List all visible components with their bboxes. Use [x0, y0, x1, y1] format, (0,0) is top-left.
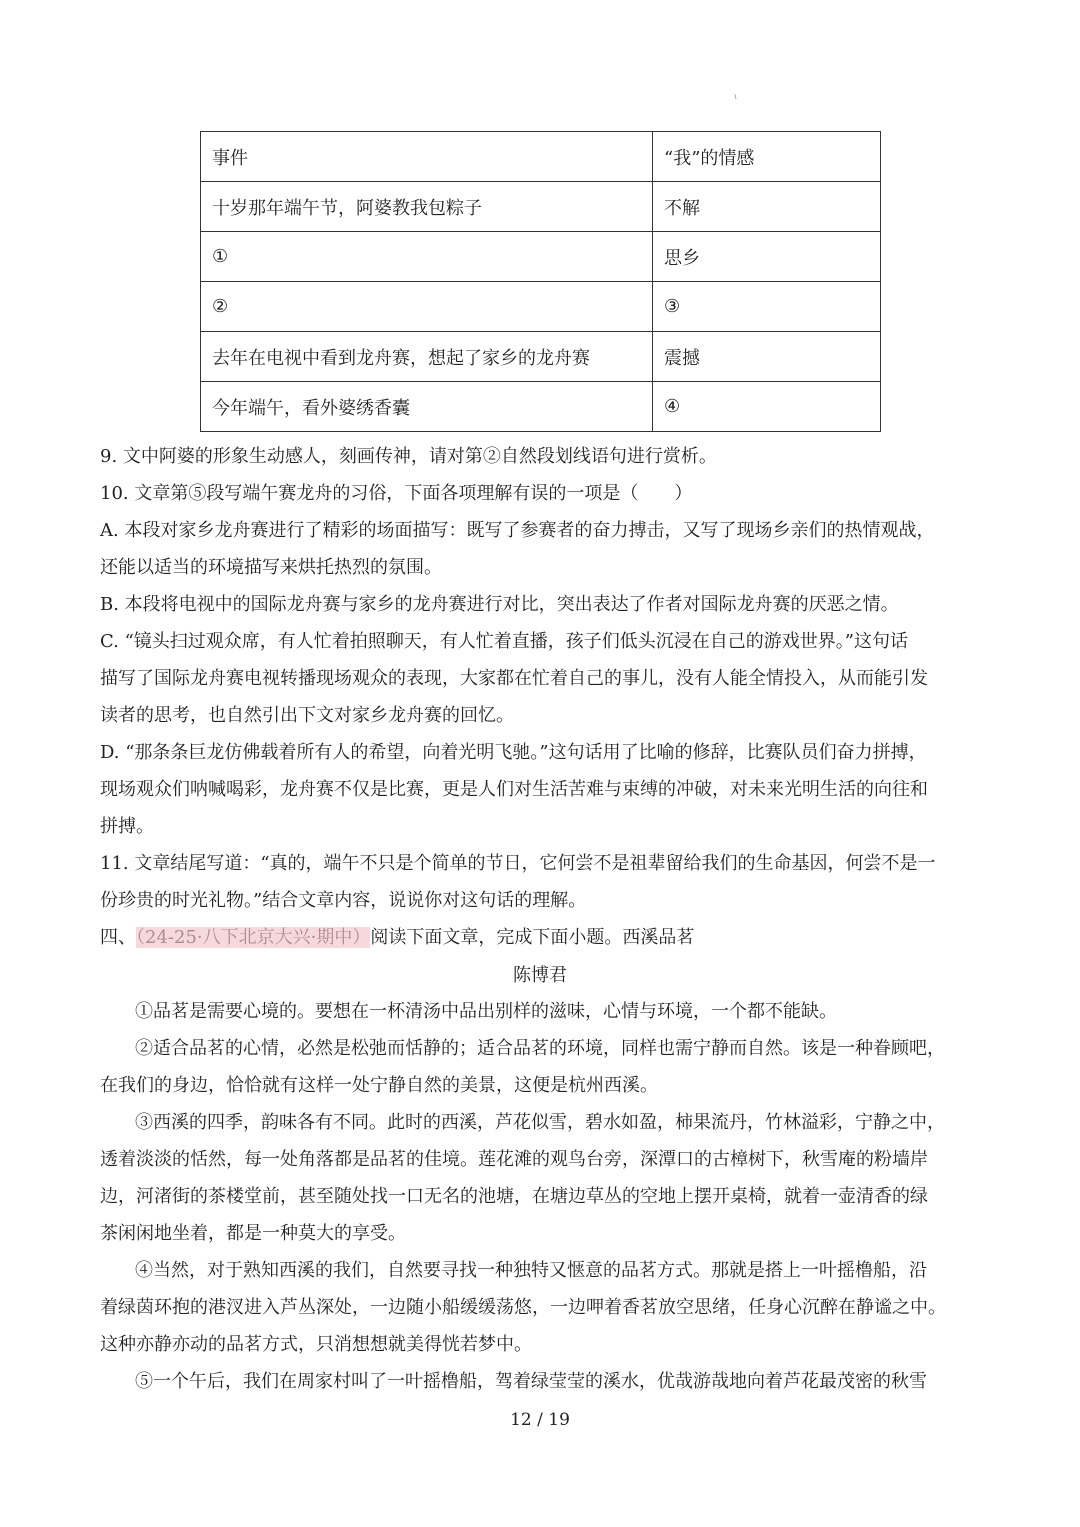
article-line: 着绿茵环抱的港汊进入芦丛深处，一边随小船缓缓荡悠，一边呷着香茗放空思绪，任身心沉醉在静谧之中。	[100, 1297, 946, 1318]
table-cell: 去年在电视中看到龙舟赛，想起了家乡的龙舟赛	[201, 332, 653, 382]
table-header: “我”的情感	[653, 132, 881, 182]
article-line: 茶闲闲地坐着，都是一种莫大的享受。	[100, 1223, 406, 1244]
article-line: ③西溪的四季，韵味各有不同。此时的西溪，芦花似雪，碧水如盈，柿果流丹，竹林溢彩，宁静之中，	[135, 1112, 945, 1133]
question-line: D. “那条条巨龙仿佛载着所有人的希望，向着光明飞驰。”这句话用了比喻的修辞，比赛队员们奋力拼搏，	[100, 742, 927, 763]
table-row	[201, 332, 881, 382]
table-cell: 震撼	[653, 332, 881, 382]
table-cell: 思乡	[653, 232, 881, 282]
question-line: B. 本段将电视中的国际龙舟赛与家乡的龙舟赛进行对比，突出表达了作者对国际龙舟赛的厌恶之情。	[100, 594, 899, 615]
table-cell: ③	[653, 282, 881, 332]
table-cell: ②	[201, 282, 653, 332]
section-instruction: 阅读下面文章，完成下面小题。西溪品茗	[370, 927, 695, 948]
table-cell: ④	[653, 382, 881, 432]
article-line: 这种亦静亦动的品茗方式，只消想想就美得恍若梦中。	[100, 1334, 532, 1355]
table-cell: 十岁那年端午节，阿婆教我包粽子	[201, 182, 653, 232]
question-line: 份珍贵的时光礼物。”结合文章内容，说说你对这句话的理解。	[100, 890, 587, 911]
question-line: 11. 文章结尾写道：“真的，端午不只是个简单的节日，它何尝不是祖辈留给我们的生命基因，何尝不是一	[100, 853, 936, 874]
question-line: 现场观众们呐喊喝彩，龙舟赛不仅是比赛，更是人们对生活苦难与束缚的冲破，对未来光明生活的向往和	[100, 779, 928, 800]
article-line: 在我们的身边，恰恰就有这样一处宁静自然的美景，这便是杭州西溪。	[100, 1075, 658, 1096]
section-heading	[100, 928, 694, 948]
article-line: ①品茗是需要心境的。要想在一杯清汤中品出别样的滋味，心情与环境，一个都不能缺。	[135, 1001, 837, 1022]
question-line: 还能以适当的环境描写来烘托热烈的氛围。	[100, 557, 442, 578]
question-line: 描写了国际龙舟赛电视转播现场观众的表现，大家都在忙着自己的事儿，没有人能全情投入，从而能引发	[100, 668, 928, 689]
article-line: ⑤一个午后，我们在周家村叫了一叶摇橹船，驾着绿莹莹的溪水，优哉游哉地向着芦花最茂密的秋雪	[135, 1371, 927, 1392]
question-line: C. “镜头扫过观众席，有人忙着拍照聊天，有人忙着直播，孩子们低头沉浸在自己的游戏世界。”这句话	[100, 631, 908, 652]
table-row	[201, 182, 881, 232]
article-line: ②适合品茗的心情，必然是松弛而恬静的；适合品茗的环境，同样也需宁静而自然。该是一种眷顾吧，	[135, 1038, 945, 1059]
table-row	[201, 282, 881, 332]
source-tag: （24-25·八下北京大兴·期中）	[136, 927, 371, 948]
stray-mark: ι	[734, 92, 738, 101]
section-number: 四、	[100, 927, 136, 948]
emotion-table	[200, 131, 881, 432]
table-cell: ①	[201, 232, 653, 282]
table-row	[201, 382, 881, 432]
question-line: 拼搏。	[100, 816, 154, 837]
table-header: 事件	[201, 132, 653, 182]
question-line: 9. 文中阿婆的形象生动感人，刻画传神，请对第②自然段划线语句进行赏析。	[100, 446, 717, 467]
article-line: 透着淡淡的恬然，每一处角落都是品茗的佳境。莲花滩的观鸟台旁，深潭口的古樟树下，秋雪庵的粉墙岸	[100, 1149, 928, 1170]
table-cell: 不解	[653, 182, 881, 232]
table-row	[201, 232, 881, 282]
article-line: 边，河渚街的茶楼堂前，甚至随处找一口无名的池塘，在塘边草丛的空地上摆开桌椅，就着一壶清香的绿	[100, 1186, 928, 1207]
question-line: 读者的思考，也自然引出下文对家乡龙舟赛的回忆。	[100, 705, 514, 726]
page-number: 12 / 19	[510, 1410, 570, 1430]
author: 陈博君	[513, 965, 567, 986]
article-line: ④当然，对于熟知西溪的我们，自然要寻找一种独特又惬意的品茗方式。那就是搭上一叶摇橹船，沿	[135, 1260, 927, 1281]
question-line: 10. 文章第⑤段写端午赛龙舟的习俗，下面各项理解有误的一项是（ ）	[100, 483, 693, 504]
table-header-row	[201, 132, 881, 182]
table-cell: 今年端午，看外婆绣香囊	[201, 382, 653, 432]
question-line: A. 本段对家乡龙舟赛进行了精彩的场面描写：既写了参赛者的奋力搏击，又写了现场乡亲们的热情观战，	[100, 520, 935, 541]
